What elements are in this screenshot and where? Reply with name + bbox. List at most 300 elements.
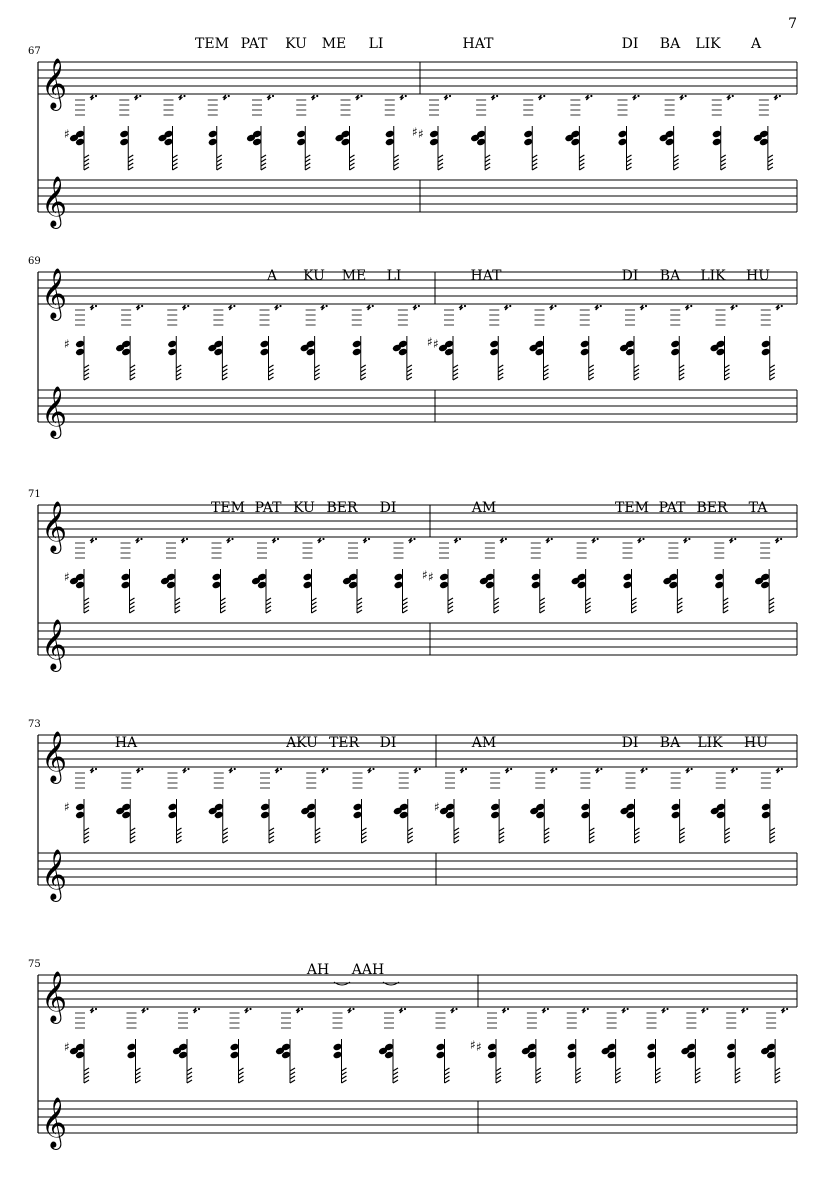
note-flag (544, 369, 549, 372)
note-flag (770, 365, 775, 368)
note-flag (725, 836, 730, 839)
note-flag (586, 602, 591, 605)
dot (637, 95, 639, 97)
note-flag (361, 365, 366, 368)
sharp-icon: ♯ (427, 335, 433, 349)
rest-icon (136, 305, 140, 310)
note-flag (496, 1080, 501, 1083)
note-flag (261, 159, 266, 162)
lyric-syllable: BA (659, 36, 681, 52)
rest-icon (550, 305, 554, 310)
note-flag (616, 1068, 621, 1071)
note-flag (84, 828, 89, 831)
note-flag (305, 167, 310, 170)
note-flag (627, 155, 632, 158)
note-flag (177, 836, 182, 839)
treble-clef-icon: 𝄞 (41, 619, 68, 670)
rest-icon (582, 1008, 586, 1013)
dot (735, 305, 737, 307)
note-flag (315, 373, 320, 376)
dot (510, 768, 512, 770)
lyric-syllable: TEM (615, 500, 649, 516)
dot (95, 768, 97, 770)
note-flag (721, 155, 726, 158)
dot (419, 768, 421, 770)
note-flag (532, 163, 537, 166)
dot (509, 305, 511, 307)
note-flag (312, 598, 317, 601)
rest-icon (181, 538, 185, 543)
dot (590, 95, 592, 97)
note-flag (128, 159, 133, 162)
note-flag (485, 167, 490, 170)
note-flag (498, 373, 503, 376)
lyric-syllable: PAT (240, 36, 268, 52)
rest-icon (504, 305, 508, 310)
rest-icon (318, 538, 322, 543)
treble-clef-icon: 𝄞 (41, 386, 68, 437)
note-flag (315, 832, 320, 835)
rest-icon (538, 95, 542, 100)
note-flag (448, 602, 453, 605)
note-flag (223, 840, 228, 843)
note-flag (579, 159, 584, 162)
dot (507, 1008, 509, 1010)
note-flag (350, 163, 355, 166)
sharp-icon: ♯ (64, 127, 70, 141)
note-flag (408, 840, 413, 843)
note-flag (499, 840, 504, 843)
dot (547, 1008, 549, 1010)
note-flag (616, 1080, 621, 1083)
rest-icon (491, 95, 495, 100)
note-flag (544, 840, 549, 843)
note-flag (544, 377, 549, 380)
note-flag (130, 840, 135, 843)
note-flag (674, 163, 679, 166)
treble-clef-icon: 𝄞 (41, 268, 68, 319)
note-flag (221, 598, 226, 601)
rest-icon (321, 768, 325, 773)
rest-icon (193, 1008, 197, 1013)
note-flag (239, 1068, 244, 1071)
note-flag (130, 606, 135, 609)
rest-icon (267, 95, 271, 100)
lyric-syllable: HAT (470, 268, 502, 284)
note-flag (544, 828, 549, 831)
rest-icon (774, 95, 778, 100)
rest-icon (311, 95, 315, 100)
note-flag (775, 1072, 780, 1075)
note-flag (544, 365, 549, 368)
note-flag (453, 369, 458, 372)
rest-icon (136, 768, 140, 773)
rest-icon (727, 95, 731, 100)
rest-icon (701, 1008, 705, 1013)
note-flag (499, 832, 504, 835)
note-flag (680, 832, 685, 835)
rest-icon (227, 538, 231, 543)
note-flag (589, 840, 594, 843)
note-flag (680, 836, 685, 839)
dot (368, 538, 370, 540)
note-flag (84, 840, 89, 843)
note-flag (768, 163, 773, 166)
note-flag (394, 163, 399, 166)
note-flag (177, 832, 182, 835)
note-flag (634, 365, 639, 368)
note-flag (361, 377, 366, 380)
note-flag (532, 167, 537, 170)
dot (543, 95, 545, 97)
note-flag (266, 602, 271, 605)
note-flag (130, 836, 135, 839)
dot (279, 305, 281, 307)
rest-icon (500, 538, 504, 543)
note-flag (176, 369, 181, 372)
dot (645, 768, 647, 770)
note-flag (312, 602, 317, 605)
note-flag (84, 1068, 89, 1071)
note-flag (723, 606, 728, 609)
note-flag (445, 1072, 450, 1075)
note-flag (448, 606, 453, 609)
rest-icon (275, 305, 279, 310)
note-flag (579, 167, 584, 170)
note-flag (84, 610, 89, 613)
note-flag (407, 373, 412, 376)
rest-icon (685, 305, 689, 310)
note-flag (586, 606, 591, 609)
rest-icon (179, 95, 183, 100)
lyric-syllable: HU (743, 735, 769, 751)
note-flag (305, 163, 310, 166)
note-flag (627, 159, 632, 162)
note-flag (130, 610, 135, 613)
rest-icon (776, 768, 780, 773)
note-flag (532, 155, 537, 158)
note-flag (84, 167, 89, 170)
rest-icon (223, 95, 227, 100)
rest-icon (542, 1008, 546, 1013)
rest-icon (633, 95, 637, 100)
dot (249, 1008, 251, 1010)
note-flag (674, 155, 679, 158)
dot (95, 538, 97, 540)
note-flag (408, 836, 413, 839)
note-flag (221, 610, 226, 613)
note-flag (187, 1068, 192, 1071)
note-flag (579, 163, 584, 166)
note-flag (130, 602, 135, 605)
dot (187, 305, 189, 307)
note-flag (770, 369, 775, 372)
note-flag (130, 377, 135, 380)
note-flag (187, 1076, 192, 1079)
system (38, 501, 797, 672)
rest-icon (413, 305, 417, 310)
note-flag (393, 1076, 398, 1079)
note-flag (627, 163, 632, 166)
note-flag (84, 159, 89, 162)
note-flag (350, 167, 355, 170)
dot (600, 768, 602, 770)
rest-icon (638, 538, 642, 543)
rest-icon (229, 768, 233, 773)
rest-icon (686, 768, 690, 773)
note-flag (403, 610, 408, 613)
note-flag (394, 167, 399, 170)
rest-icon (368, 768, 372, 773)
sharp-icon: ♯ (422, 568, 428, 582)
note-flag (357, 606, 362, 609)
lyric-syllable: KU (285, 36, 307, 52)
rest-icon (367, 305, 371, 310)
note-flag (136, 1076, 141, 1079)
rest-icon (640, 305, 644, 310)
note-flag (239, 1072, 244, 1075)
note-flag (438, 163, 443, 166)
note-flag (175, 610, 180, 613)
note-flag (775, 1068, 780, 1071)
note-flag (357, 598, 362, 601)
sharp-icon: ♯ (476, 1040, 482, 1054)
dot (95, 1008, 97, 1010)
dot (600, 305, 602, 307)
dot (685, 95, 687, 97)
rest-icon (454, 538, 458, 543)
dot (734, 538, 736, 540)
note-flag (312, 610, 317, 613)
rest-icon (776, 305, 780, 310)
note-flag (735, 1076, 740, 1079)
note-flag (84, 369, 89, 372)
note-flag (315, 377, 320, 380)
note-flag (403, 606, 408, 609)
rest-icon (356, 95, 360, 100)
note-flag (342, 1080, 347, 1083)
note-flag (239, 1076, 244, 1079)
dot (449, 95, 451, 97)
rest-icon (183, 768, 187, 773)
note-flag (454, 836, 459, 839)
note-flag (217, 167, 222, 170)
dot (186, 538, 188, 540)
note-flag (393, 1072, 398, 1075)
treble-clef-icon: 𝄞 (41, 849, 68, 900)
note-flag (350, 159, 355, 162)
note-flag (586, 598, 591, 601)
rest-icon (136, 538, 140, 543)
rest-icon (595, 768, 599, 773)
lyric-syllable: KU (303, 268, 325, 284)
note-flag (579, 155, 584, 158)
note-flag (768, 155, 773, 158)
system (38, 58, 797, 229)
dot (666, 1008, 668, 1010)
note-flag (770, 828, 775, 831)
note-flag (677, 598, 682, 601)
note-flag (357, 602, 362, 605)
note-flag (315, 369, 320, 372)
note-flag (177, 828, 182, 831)
dot (95, 95, 97, 97)
note-flag (770, 377, 775, 380)
note-flag (635, 836, 640, 839)
note-flag (674, 167, 679, 170)
note-flag (269, 365, 274, 368)
dot (642, 538, 644, 540)
dot (505, 538, 507, 540)
measure-number: 71 (28, 489, 41, 500)
note-flag (261, 163, 266, 166)
note-flag (589, 832, 594, 835)
note-flag (589, 377, 594, 380)
note-flag (616, 1076, 621, 1079)
dot (418, 305, 420, 307)
note-flag (680, 840, 685, 843)
lyric-syllable: LIK (700, 268, 726, 284)
dot (496, 95, 498, 97)
note-flag (84, 832, 89, 835)
note-flag (438, 159, 443, 162)
note-flag (394, 159, 399, 162)
note-flag (128, 155, 133, 158)
rest-icon (585, 95, 589, 100)
note-flag (393, 1080, 398, 1083)
rest-icon (683, 538, 687, 543)
note-flag (725, 828, 730, 831)
note-flag (769, 610, 774, 613)
lyric-syllable: BER (326, 500, 358, 516)
system (38, 971, 797, 1150)
note-flag (769, 598, 774, 601)
dot (464, 305, 466, 307)
lyric-syllable: TEM (211, 500, 245, 516)
lyric-syllable: LI (386, 268, 402, 284)
note-flag (407, 369, 412, 372)
rest-icon (90, 305, 94, 310)
rest-icon (90, 768, 94, 773)
rest-icon (399, 1008, 403, 1013)
lyric-syllable: ME (341, 268, 367, 284)
rest-icon (245, 1008, 249, 1013)
note-flag (656, 1072, 661, 1075)
lyric-syllable: AAH (351, 962, 385, 978)
note-flag (407, 365, 412, 368)
lyric-syllable: LI (368, 36, 384, 52)
note-flag (357, 610, 362, 613)
lyric-syllable: BA (659, 735, 681, 751)
note-flag (768, 167, 773, 170)
lyric-syllable: AM (471, 735, 497, 751)
note-flag (695, 1072, 700, 1075)
note-flag (540, 606, 545, 609)
note-flag (725, 369, 730, 372)
dot (688, 538, 690, 540)
note-flag (544, 832, 549, 835)
sharp-icon: ♯ (64, 337, 70, 351)
note-flag (494, 610, 499, 613)
lyric-syllable: HU (745, 268, 771, 284)
note-flag (266, 610, 271, 613)
rest-icon (228, 305, 232, 310)
treble-clef-icon: 𝄞 (41, 176, 68, 227)
note-flag (84, 377, 89, 380)
lyric-syllable: AH (306, 962, 330, 978)
note-flag (261, 167, 266, 170)
dot (779, 95, 781, 97)
note-flag (445, 1068, 450, 1071)
dot (277, 538, 279, 540)
dot (781, 768, 783, 770)
note-flag (315, 840, 320, 843)
note-flag (176, 365, 181, 368)
note-flag (84, 1080, 89, 1083)
note-flag (269, 828, 274, 831)
note-flag (438, 155, 443, 158)
note-flag (305, 159, 310, 162)
note-flag (173, 167, 178, 170)
note-flag (496, 1068, 501, 1071)
note-flag (84, 1072, 89, 1075)
note-flag (342, 1076, 347, 1079)
dot (587, 1008, 589, 1010)
dot (690, 305, 692, 307)
dot (465, 768, 467, 770)
dot (746, 1008, 748, 1010)
dot (231, 538, 233, 540)
rest-icon (729, 538, 733, 543)
dot (455, 1008, 457, 1010)
note-flag (725, 377, 730, 380)
note-flag (222, 373, 227, 376)
note-flag (315, 836, 320, 839)
note-flag (544, 836, 549, 839)
note-flag (393, 1068, 398, 1071)
dot (691, 768, 693, 770)
rest-icon (731, 768, 735, 773)
note-flag (269, 377, 274, 380)
note-flag (544, 373, 549, 376)
dot (326, 305, 328, 307)
rest-icon (321, 305, 325, 310)
note-flag (494, 602, 499, 605)
note-flag (775, 1076, 780, 1079)
note-flag (656, 1076, 661, 1079)
sharp-icon: ♯ (428, 570, 434, 584)
note-flag (453, 377, 458, 380)
lyric-syllable: LIK (697, 735, 723, 751)
dot (554, 305, 556, 307)
note-flag (721, 159, 726, 162)
dot (597, 538, 599, 540)
rest-icon (348, 1008, 352, 1013)
note-flag (498, 369, 503, 372)
note-flag (269, 373, 274, 376)
note-flag (677, 606, 682, 609)
note-flag (770, 832, 775, 835)
rest-icon (781, 1008, 785, 1013)
note-flag (445, 1080, 450, 1083)
note-flag (173, 159, 178, 162)
note-flag (695, 1080, 700, 1083)
note-flag (173, 163, 178, 166)
treble-clef-icon: 𝄞 (41, 971, 68, 1022)
dot (198, 1008, 200, 1010)
rest-icon (502, 1008, 506, 1013)
note-flag (536, 1068, 541, 1071)
